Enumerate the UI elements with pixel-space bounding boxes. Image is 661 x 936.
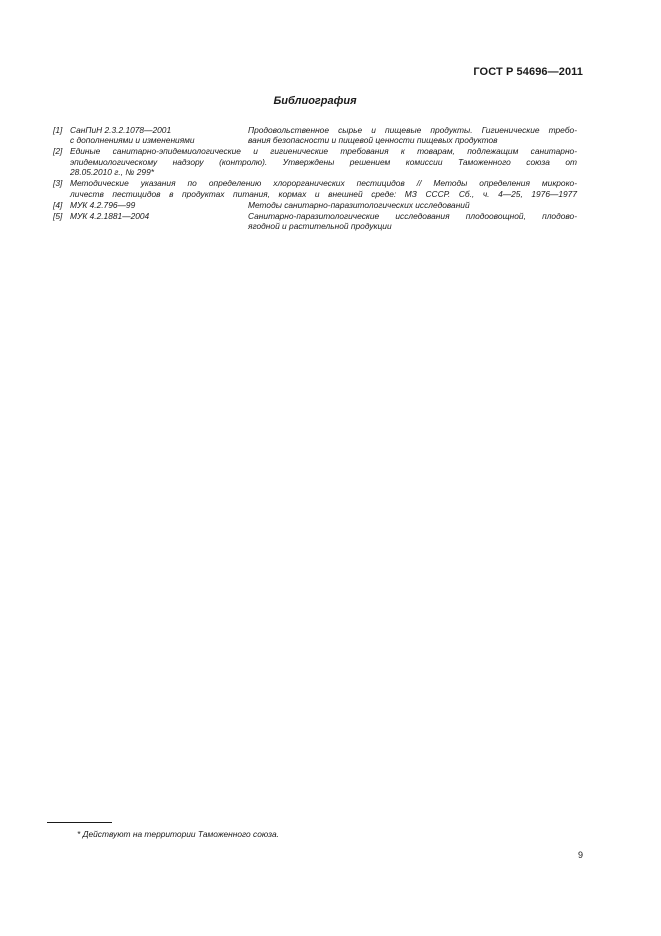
bibliography-entry (53, 146, 577, 177)
entry-text-line: 28.05.2010 г., № 299* (70, 167, 154, 178)
entry-number: [3] (53, 178, 63, 189)
entry-text-line: Единые санитарно-эпидемиологические и гигиенические требования к товарам, подлежащим санитарно- (70, 146, 577, 157)
document-code: ГОСТ Р 54696—2011 (473, 66, 583, 78)
entry-text-line: с дополнениями и изменениями (70, 135, 195, 146)
entry-text-line: Методы санитарно-паразитологических исследований (248, 199, 470, 210)
entry-designation (70, 211, 230, 221)
entry-title (248, 211, 577, 232)
entry-text-line: ягодной и растительной продукции (248, 221, 392, 232)
section-title: Библиография (273, 95, 357, 107)
page-number: 9 (577, 850, 583, 860)
entry-text-line: Продовольственное сырье и пищевые продукты. Гигиенические требо- (248, 125, 577, 135)
entry-text-line: МУК 4.2.796—99 (70, 199, 136, 210)
entry-number: [2] (53, 146, 63, 157)
entry-number: [1] (53, 125, 63, 135)
entry-number: [5] (53, 210, 63, 221)
entry-text-line: эпидемиологическому надзору (контролю). Утверждены решением комиссии Таможенного союза от (70, 156, 577, 167)
entry-title (248, 200, 577, 210)
entry-number: [4] (53, 199, 63, 210)
footnote: * Действуют на территории Таможенного союза. (77, 829, 279, 839)
entry-designation (70, 125, 230, 146)
footnote-separator (47, 822, 112, 823)
entry-text-line: личеств пестицидов в продуктах питания, кормах и внешней среде: МЗ СССР. Сб., ч. 4—25, 1976—1977 (70, 188, 577, 199)
entry-text-line: вания безопасности и пищевой ценности пищевых продуктов (248, 135, 498, 146)
entry-text-line: СанПиН 2.3.2.1078—2001 (70, 125, 172, 135)
bibliography-entry (53, 178, 577, 199)
entry-title (248, 125, 577, 146)
entry-text-line: Методические указания по определению хлорорганических пестицидов // Методы определения микроко- (70, 178, 577, 189)
entry-text-line: МУК 4.2.1881—2004 (70, 210, 150, 221)
entry-title (70, 146, 577, 177)
bibliography-entry (53, 211, 577, 232)
bibliography-entry (53, 200, 577, 210)
entry-text-line: Санитарно-паразитологические исследования плодоовощной, плодово- (248, 210, 577, 221)
entry-designation (70, 200, 230, 210)
bibliography-entry (53, 125, 577, 146)
entry-title (70, 178, 577, 199)
bibliography-list (53, 125, 577, 232)
